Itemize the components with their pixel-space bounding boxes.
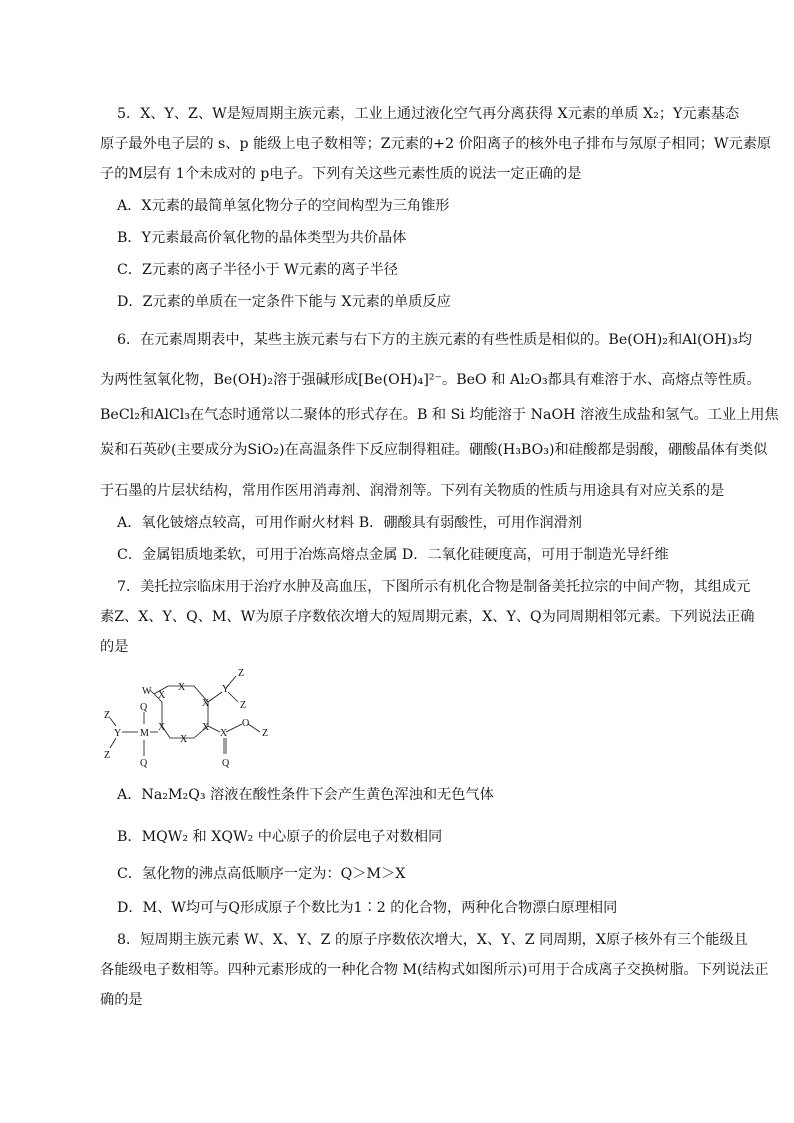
q7-stem-line-1: 7．美托拉宗临床用于治疗水肿及高血压，下图所示有机化合物是制备美托拉宗的中间产物，其组成元 [117, 579, 751, 595]
q8-stem-line-2: 各能级电子数相等。四种元素形成的一种化合物 M(结构式如图所示)可用于合成离子交换树脂。下列说法正 [100, 962, 769, 978]
bond [226, 724, 242, 732]
atom-label: Z [238, 668, 245, 679]
atom-label: M [140, 728, 149, 739]
q6-options-cd: C．金属铝质地柔软，可用于冶炼高熔点金属 D．二氧化硅硬度高，可用于制造光导纤维 [117, 547, 669, 563]
q5-option-b: B．Y元素最高价氧化物的晶体类型为共价晶体 [117, 230, 407, 246]
q6-stem-line-1: 6．在元素周期表中，某些主族元素与右下方的主族元素的有些性质是相似的。Be(OH)₂和Al(OH)₃均 [117, 332, 752, 348]
q5-stem-line-3: 子的M层有 1个未成对的 p电子。下列有关这些元素性质的说法一定正确的是 [100, 166, 582, 182]
q5-option-c: C．Z元素的离子半径小于 W元素的离子半径 [117, 262, 398, 278]
atom-label: Y [114, 728, 122, 739]
q5-option-d: D．Z元素的单质在一定条件下能与 X元素的单质反应 [117, 294, 451, 310]
atom-label: O [242, 718, 250, 729]
q7-option-a: A．Na₂M₂Q₃ 溶液在酸性条件下会产生黄色浑浊和无色气体 [117, 787, 494, 803]
bond [110, 738, 116, 748]
q6-stem-line-5: 于石墨的片层状结构，常用作医用消毒剂、润滑剂等。下列有关物质的性质与用途具有对应关系的是 [100, 483, 725, 499]
atom-label: Q [222, 758, 230, 769]
bond [228, 692, 238, 702]
atom-label: Y [222, 684, 230, 695]
atom-label: X [202, 722, 210, 733]
bond [208, 726, 220, 732]
atom-label: Q [140, 758, 148, 769]
q7-option-b: B．MQW₂ 和 XQW₂ 中心原子的价层电子对数相同 [117, 829, 443, 845]
bond [208, 692, 222, 702]
q5-stem-line-2: 原子最外电子层的 s、p 能级上电子数相等；Z元素的+2 价阳离子的核外电子排布与氖原子相同；W元素原 [100, 136, 772, 152]
q6-stem-line-2: 为两性氢氧化物，Be(OH)₂溶于强碱形成[Be(OH)₄]²⁻。BeO 和 Al₂O₃都具有难溶于水、高熔点等性质。 [100, 372, 761, 388]
atom-label: Z [262, 728, 269, 739]
bond [110, 718, 116, 726]
atom-label: X [158, 722, 166, 733]
atom-label: Z [104, 710, 111, 721]
q8-stem-line-3: 确的是 [100, 992, 143, 1008]
atom-label: X [178, 682, 186, 693]
q6-stem-line-4: 炭和石英砂(主要成分为SiO₂)在高温条件下反应制得粗硅。硼酸(H₃BO₃)和硅酸都是弱酸，硼酸晶体有类似 [100, 442, 768, 458]
atom-label: X [158, 690, 166, 701]
atom-label: Z [240, 700, 247, 711]
q7-stem-line-2: 素Z、X、Y、Q、M、W为原子序数依次增大的短周期元素，X、Y、Q为同周期相邻元素。下列说法正确 [100, 609, 755, 625]
bond [248, 724, 260, 732]
atom-label: X [202, 698, 210, 709]
atom-label: W [142, 686, 152, 697]
q8-stem-line-1: 8．短周期主族元素 W、X、Y、Z 的原子序数依次增大，X、Y、Z 同周期，X原子核外有三个能级且 [117, 932, 748, 948]
atom-label: Z [104, 750, 111, 761]
atom-label: X [220, 728, 228, 739]
q6-stem-line-3: BeCl₂和AlCl₃在气态时通常以二聚体的形式存在。B 和 Si 均能溶于 NaOH 溶液生成盐和氢气。工业上用焦 [100, 407, 779, 423]
q6-options-ab: A．氧化铍熔点较高，可用作耐火材料 B．硼酸具有弱酸性，可用作润滑剂 [117, 515, 582, 531]
molecule-structure-diagram [92, 668, 292, 778]
q7-option-c: C．氢化物的沸点高低顺序一定为：Q＞M＞X [117, 866, 406, 882]
atom-label: Q [140, 702, 148, 713]
q5-option-a: A．X元素的最简单氢化物分子的空间构型为三角锥形 [117, 198, 450, 214]
q7-stem-line-3: 的是 [100, 639, 129, 655]
q7-option-d: D．M、W均可与Q形成原子个数比为1∶2 的化合物，两种化合物漂白原理相同 [117, 900, 618, 916]
atom-label: X [180, 734, 188, 745]
q5-stem-line-1: 5．X、Y、Z、W是短周期主族元素，工业上通过液化空气再分离获得 X元素的单质 X₂；Y元素基态 [117, 106, 740, 122]
